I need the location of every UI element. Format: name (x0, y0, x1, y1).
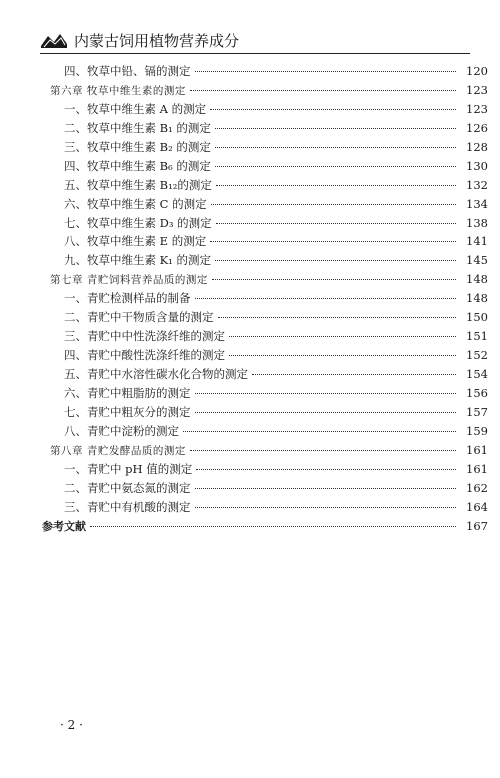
dot-leader (215, 166, 456, 167)
toc-entry-page: 126 (466, 120, 488, 135)
toc-entry-title: 三、青贮中有机酸的测定 (64, 499, 191, 514)
toc-entry-page: 164 (466, 499, 488, 514)
dot-leader (210, 241, 456, 242)
toc-entry-page: 141 (466, 234, 488, 249)
dot-leader (183, 431, 456, 432)
book-logo-icon (40, 32, 68, 50)
dot-leader (195, 488, 457, 489)
page-number: · 2 · (60, 718, 83, 732)
dot-leader (212, 279, 456, 280)
toc-entry-page: 130 (466, 158, 488, 173)
toc-entry-title: 第六章 牧草中维生素的测定 (50, 84, 186, 97)
dot-leader (195, 507, 457, 508)
toc-entry-title: 八、青贮中淀粉的测定 (64, 423, 179, 438)
toc-section-entry (42, 289, 488, 308)
toc-entry-page: 138 (466, 215, 488, 230)
toc-section-entry (42, 214, 488, 233)
dot-leader (90, 526, 456, 527)
toc-section-entry (42, 403, 488, 422)
toc-entry-title: 四、牧草中铅、镉的测定 (64, 64, 191, 78)
dot-leader (190, 90, 456, 91)
toc-entry-page: 132 (466, 177, 488, 192)
toc-section-entry (42, 119, 488, 138)
toc-entry-page: 148 (466, 272, 488, 287)
toc-entry-title: 七、牧草中维生素 D₃ 的测定 (64, 215, 212, 230)
toc-entry-page: 151 (466, 329, 488, 344)
toc-entry-page: 128 (466, 139, 488, 154)
toc-entry-page: 157 (466, 404, 488, 419)
toc-section-entry (42, 327, 488, 346)
toc-entry-title: 二、青贮中干物质含量的测定 (64, 310, 214, 325)
dot-leader (195, 412, 457, 413)
toc-section-entry (42, 176, 488, 195)
dot-leader (210, 109, 456, 110)
toc-entry-title: 七、青贮中粗灰分的测定 (64, 404, 191, 419)
toc-entry-title: 三、牧草中维生素 B₂ 的测定 (64, 139, 211, 154)
toc-entry-title: 九、牧草中维生素 K₁ 的测定 (64, 253, 212, 268)
toc-entry-page: 167 (466, 518, 488, 533)
toc-entry-page: 134 (466, 196, 488, 211)
toc-entry-title: 二、青贮中氨态氮的测定 (64, 480, 191, 495)
toc-section-entry (42, 157, 488, 176)
table-of-contents (42, 62, 488, 535)
toc-chapter-entry (42, 270, 488, 289)
toc-section-entry (42, 100, 488, 119)
header-rule (40, 53, 470, 54)
toc-entry-page: 156 (466, 385, 488, 400)
dot-leader (252, 374, 456, 375)
toc-entry-title: 三、青贮中中性洗涤纤维的测定 (64, 329, 225, 344)
toc-entry-page: 150 (466, 310, 488, 325)
toc-section-entry (42, 422, 488, 441)
toc-entry-title: 一、牧草中维生素 A 的测定 (64, 101, 207, 116)
toc-section-entry (42, 232, 488, 251)
dot-leader (190, 450, 456, 451)
toc-entry-page: 148 (466, 291, 488, 306)
toc-section-entry (42, 195, 488, 214)
toc-section-entry (42, 346, 488, 365)
toc-section-entry (42, 498, 488, 517)
toc-section-entry (42, 365, 488, 384)
toc-entry-page: 159 (466, 423, 488, 438)
toc-entry-page: 162 (466, 480, 488, 495)
dot-leader (216, 223, 456, 224)
toc-section-entry (42, 62, 488, 81)
toc-entry-page: 120 (466, 64, 488, 78)
dot-leader (215, 128, 456, 129)
toc-entry-title: 四、青贮中酸性洗涤纤维的测定 (64, 348, 225, 363)
dot-leader (218, 317, 457, 318)
toc-entry-title: 第七章 青贮饲料营养品质的测定 (50, 274, 208, 287)
running-header (40, 30, 470, 60)
dot-leader (211, 204, 456, 205)
toc-section-entry (42, 460, 488, 479)
toc-entry-page: 123 (466, 82, 488, 97)
toc-entry-page: 154 (466, 367, 488, 381)
toc-entry-title: 第八章 青贮发酵品质的测定 (50, 444, 186, 457)
toc-entry-title: 一、青贮中 pH 值的测定 (64, 461, 193, 476)
toc-section-entry (42, 308, 488, 327)
dot-leader (195, 298, 457, 299)
toc-entry-title: 五、青贮中水溶性碳水化合物的测定 (64, 367, 248, 381)
toc-entry-page: 123 (466, 101, 488, 116)
dot-leader (196, 469, 456, 470)
dot-leader (216, 185, 456, 186)
dot-leader (215, 260, 456, 261)
toc-section-entry (42, 251, 488, 270)
toc-chapter-entry (42, 441, 488, 460)
toc-entry-page: 152 (466, 348, 488, 363)
toc-entry-page: 161 (466, 461, 488, 476)
toc-section-entry (42, 138, 488, 157)
toc-entry-title: 六、牧草中维生素 C 的测定 (64, 196, 207, 211)
dot-leader (229, 336, 456, 337)
toc-entry-title: 六、青贮中粗脂肪的测定 (64, 385, 191, 400)
dot-leader (195, 71, 457, 72)
dot-leader (215, 147, 456, 148)
toc-entry-title: 一、青贮检测样品的制备 (64, 291, 191, 306)
toc-entry-title: 二、牧草中维生素 B₁ 的测定 (64, 120, 211, 135)
toc-section-entry (42, 479, 488, 498)
toc-entry-title: 参考文献 (42, 519, 86, 533)
book-title: 内蒙古饲用植物营养成分 (74, 32, 240, 50)
toc-entry-page: 145 (466, 253, 488, 268)
toc-entry-page: 161 (466, 442, 488, 457)
dot-leader (195, 393, 457, 394)
toc-entry-title: 八、牧草中维生素 E 的测定 (64, 234, 207, 249)
toc-section-entry (42, 384, 488, 403)
toc-chapter-entry (42, 81, 488, 100)
toc-entry-title: 五、牧草中维生素 B₁₂的测定 (64, 177, 212, 192)
toc-entry-title: 四、牧草中维生素 B₆ 的测定 (64, 158, 211, 173)
dot-leader (229, 355, 456, 356)
toc-bibliography-entry (42, 517, 488, 536)
